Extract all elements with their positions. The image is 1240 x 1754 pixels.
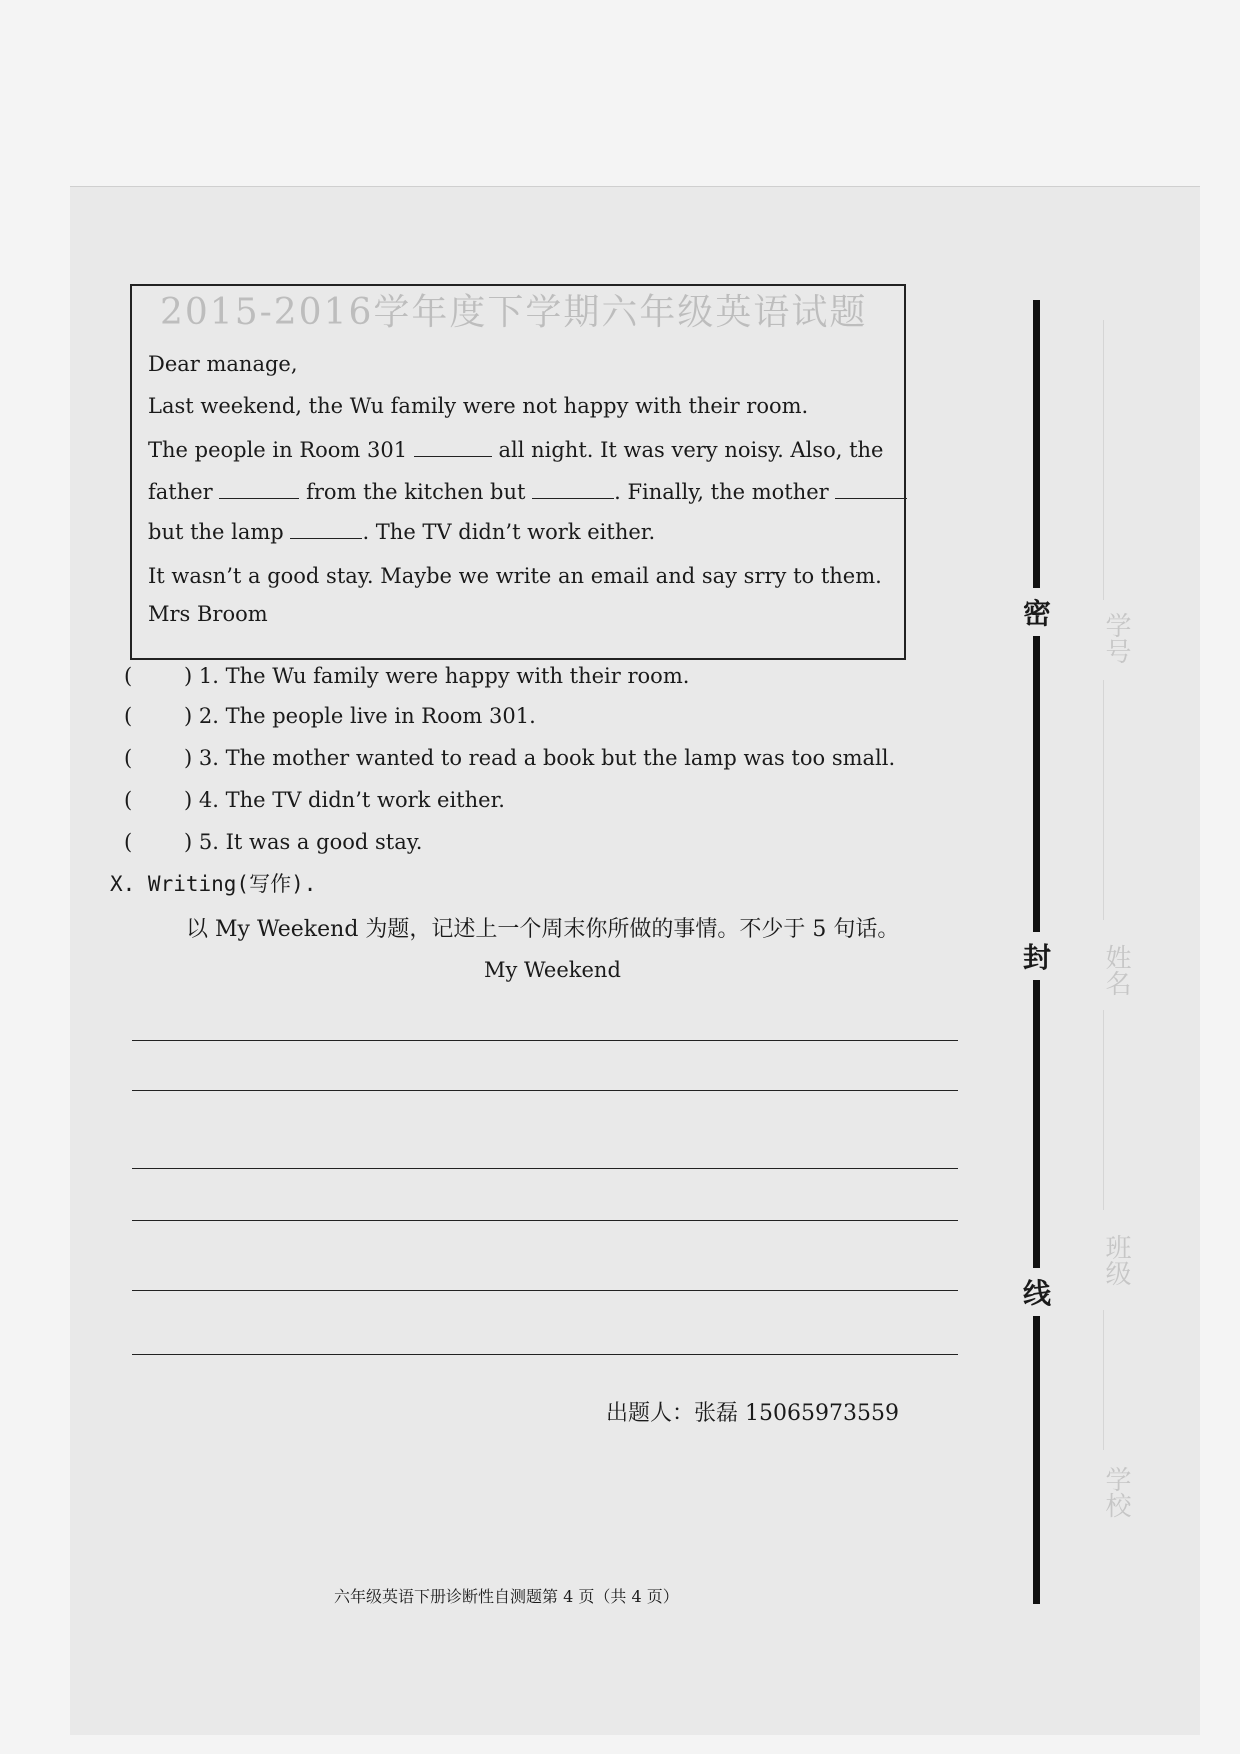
margin-label-3: 班级 [1101, 1234, 1131, 1286]
answer-paren[interactable]: ( [124, 704, 133, 728]
answer-paren[interactable]: ( [124, 664, 133, 688]
letter-line-3 [148, 480, 907, 504]
writing-line-4[interactable] [132, 1220, 958, 1221]
author-line: 出题人：张磊 15065973559 [606, 1401, 899, 1426]
question-text: ) 3. The mother wanted to read a book but the lamp was too small. [184, 746, 896, 770]
answer-paren[interactable]: ( [124, 746, 133, 770]
letter-line-2 [148, 438, 883, 462]
question-text: ) 1. The Wu family were happy with their room. [184, 664, 690, 688]
letter-line-4 [148, 520, 655, 544]
blank-5[interactable] [290, 522, 362, 539]
margin-label-2: 姓名 [1101, 944, 1131, 996]
writing-line-5[interactable] [132, 1290, 958, 1291]
page-footer: 六年级英语下册诊断性自测题第 4 页（共 4 页） [334, 1587, 679, 1606]
letter-greeting: Dear manage, [148, 352, 298, 376]
blank-4[interactable] [835, 482, 907, 499]
seal-mark-1: 密 [1022, 588, 1052, 636]
writing-line-6[interactable] [132, 1354, 958, 1355]
margin-rule-4 [1103, 1310, 1104, 1450]
letter-line-3-a: father [148, 480, 213, 504]
question-4 [124, 788, 505, 812]
letter-line-4-b: . The TV didn’t work either. [362, 520, 656, 544]
ghost-title: 2015-2016学年度下学期六年级英语试题 [160, 292, 868, 333]
letter-signature: Mrs Broom [148, 602, 268, 626]
seal-mark-3: 线 [1022, 1268, 1052, 1316]
margin-label-1: 学号 [1101, 612, 1131, 664]
question-text: ) 5. It was a good stay. [184, 830, 423, 854]
letter-line-4-a: but the lamp [148, 520, 284, 544]
writing-title: My Weekend [484, 958, 621, 982]
margin-rule-2 [1103, 680, 1104, 920]
blank-3[interactable] [532, 482, 614, 499]
margin-rule-1 [1103, 320, 1104, 600]
question-text: ) 4. The TV didn’t work either. [184, 788, 505, 812]
letter-line-2-b: all night. It was very noisy. Also, the [498, 438, 884, 462]
seal-mark-2: 封 [1022, 932, 1052, 980]
letter-line-3-c: . Finally, the mother [614, 480, 829, 504]
letter-line-3-b: from the kitchen but [306, 480, 526, 504]
margin-rule-3 [1103, 1010, 1104, 1210]
margin-label-4: 学校 [1101, 1466, 1131, 1518]
blank-2[interactable] [219, 482, 299, 499]
blank-1[interactable] [414, 440, 492, 457]
letter-line-2-a: The people in Room 301 [148, 438, 408, 462]
writing-line-1[interactable] [132, 1040, 958, 1041]
writing-heading: X. Writing(写作). [110, 872, 317, 896]
answer-paren[interactable]: ( [124, 788, 133, 812]
letter-line-1: Last weekend, the Wu family were not happy with their room. [148, 394, 809, 418]
question-1 [124, 664, 689, 688]
question-5 [124, 830, 422, 854]
question-2 [124, 704, 536, 728]
question-text: ) 2. The people live in Room 301. [184, 704, 536, 728]
writing-line-2[interactable] [132, 1090, 958, 1091]
answer-paren[interactable]: ( [124, 830, 133, 854]
question-3 [124, 746, 895, 770]
writing-instruction: 以 My Weekend 为题，记述上一个周末你所做的事情。不少于 5 句话。 [186, 917, 900, 942]
writing-line-3[interactable] [132, 1168, 958, 1169]
letter-line-5: It wasn’t a good stay. Maybe we write an email and say srry to them. [148, 564, 882, 588]
